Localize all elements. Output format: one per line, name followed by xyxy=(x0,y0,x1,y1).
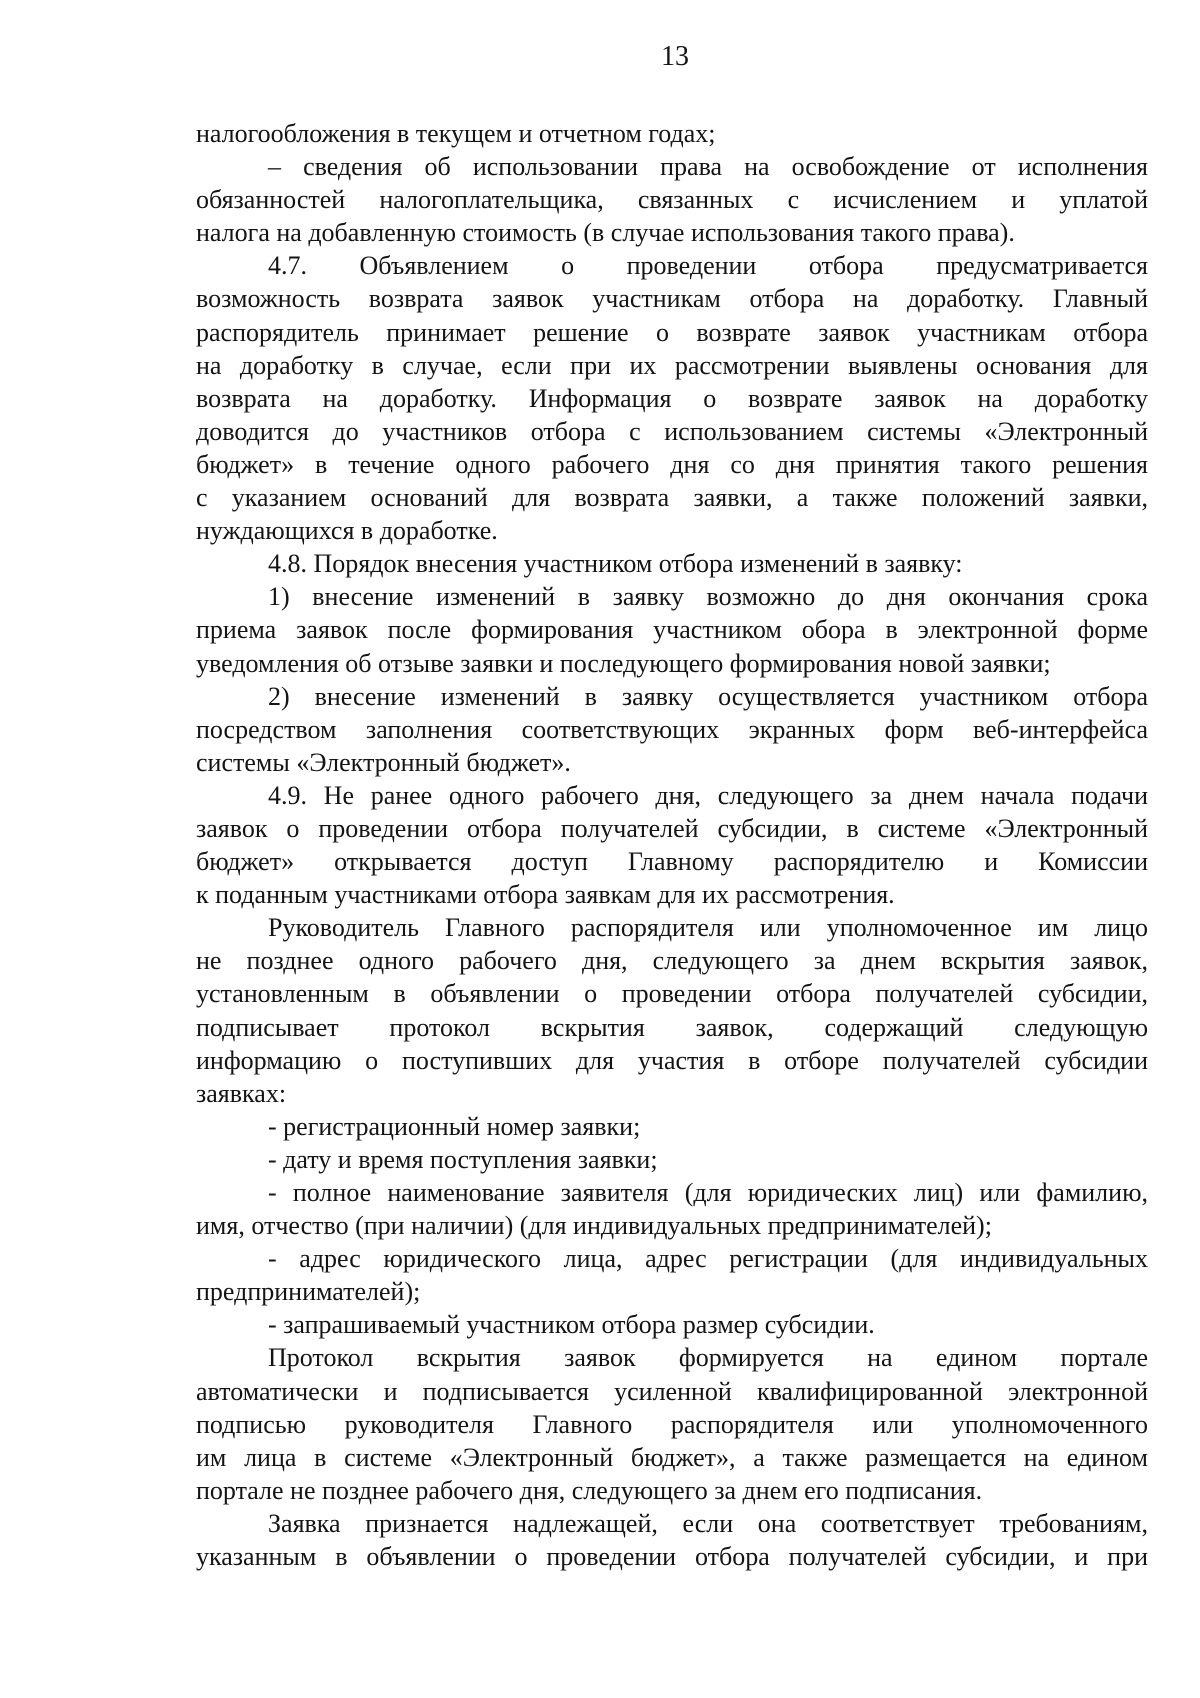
text-line: подписью руководителя Главного распорядителя или уполномоченного xyxy=(196,1409,1148,1439)
text-line: 4.8. Порядок внесения участником отбора изменений в заявку: xyxy=(268,549,963,579)
text-line: доводится до участников отбора с использованием системы «Электронный xyxy=(196,416,1148,446)
text-line: посредством заполнения соответствующих экранных форм веб-интерфейса xyxy=(196,714,1148,744)
text-line: - полное наименование заявителя (для юридических лиц) или фамилию, xyxy=(268,1178,1148,1207)
text-line: системы «Электронный бюджет». xyxy=(196,747,571,777)
text-line: распорядитель принимает решение о возврате заявок участникам отбора xyxy=(196,317,1148,347)
text-line: к поданным участниками отбора заявкам для их рассмотрения. xyxy=(196,880,895,910)
text-line: установленным в объявлении о проведении отбора получателей субсидии, xyxy=(196,979,1148,1009)
text-line: на доработку в случае, если при их рассмотрении выявлены основания для xyxy=(196,350,1148,380)
text-line: бюджет» в течение одного рабочего дня со дня принятия такого решения xyxy=(196,449,1148,479)
text-line: 2) внесение изменений в заявку осуществляется участником отбора xyxy=(268,681,1148,711)
text-line: Протокол вскрытия заявок формируется на едином портале xyxy=(268,1343,1148,1373)
text-line: возврата на доработку. Информация о возврате заявок на доработку xyxy=(196,383,1148,413)
text-line: подписывает протокол вскрытия заявок, содержащий следующую xyxy=(196,1012,1148,1042)
text-line: Заявка признается надлежащей, если она соответствует требованиям, xyxy=(268,1508,1148,1538)
text-line: нуждающихся в доработке. xyxy=(196,516,498,546)
text-line: заявок о проведении отбора получателей субсидии, в системе «Электронный xyxy=(196,813,1148,843)
text-line: уведомления об отзыве заявки и последующего формирования новой заявки; xyxy=(196,648,1051,678)
text-line: – сведения об использовании права на освобождение от исполнения xyxy=(268,152,1148,182)
text-line: обязанностей налогоплательщика, связанных с исчислением и уплатой xyxy=(196,185,1148,215)
text-line: им лица в системе «Электронный бюджет», а также размещается на едином xyxy=(196,1442,1148,1472)
text-line: - запрашиваемый участником отбора размер субсидии. xyxy=(268,1310,875,1340)
text-line: указанным в объявлении о проведении отбора получателей субсидии, и при xyxy=(196,1542,1148,1572)
text-line: портале не позднее рабочего дня, следующего за днем его подписания. xyxy=(196,1475,983,1505)
document-body xyxy=(196,117,1148,1573)
text-line: автоматически и подписывается усиленной квалифицированной электронной xyxy=(196,1376,1148,1406)
text-line: возможность возврата заявок участникам отбора на доработку. Главный xyxy=(196,284,1148,314)
text-line: с указанием оснований для возврата заявки, а также положений заявки, xyxy=(196,483,1148,513)
page-number: 13 xyxy=(661,41,689,72)
text-line: имя, отчество (при наличии) (для индивидуальных предпринимателей); xyxy=(196,1211,992,1241)
text-line: налогообложения в текущем и отчетном годах; xyxy=(196,119,716,148)
text-line: - адрес юридического лица, адрес регистрации (для индивидуальных xyxy=(268,1244,1148,1274)
text-line: приема заявок после формирования участником обора в электронной форме xyxy=(196,615,1148,645)
text-line: 4.7. Объявлением о проведении отбора предусматривается xyxy=(268,251,1148,281)
text-line: налога на добавленную стоимость (в случае использования такого права). xyxy=(196,218,1015,248)
text-line: Руководитель Главного распорядителя или уполномоченное им лицо xyxy=(268,913,1148,943)
text-line: бюджет» открывается доступ Главному распорядителю и Комиссии xyxy=(196,847,1148,877)
text-line: не позднее одного рабочего дня, следующего за днем вскрытия заявок, xyxy=(196,946,1148,976)
text-line: 4.9. Не ранее одного рабочего дня, следующего за днем начала подачи xyxy=(268,780,1148,810)
text-line: 1) внесение изменений в заявку возможно до дня окончания срока xyxy=(268,582,1148,612)
text-line: информацию о поступивших для участия в отборе получателей субсидии xyxy=(196,1045,1148,1075)
text-line: предпринимателей); xyxy=(196,1277,421,1307)
text-line: - дату и время поступления заявки; xyxy=(268,1144,658,1174)
text-line: - регистрационный номер заявки; xyxy=(268,1111,641,1141)
text-line: заявках: xyxy=(196,1078,287,1108)
